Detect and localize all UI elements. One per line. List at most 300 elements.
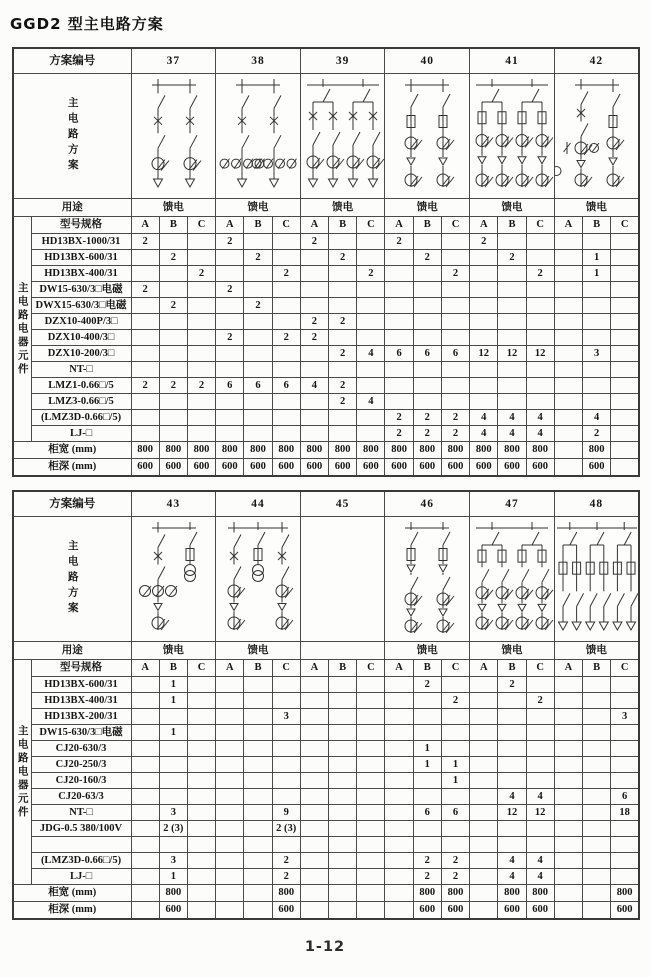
value-cell <box>526 378 554 394</box>
value-cell <box>329 234 357 250</box>
value-cell <box>441 821 469 837</box>
value-cell <box>187 362 215 378</box>
value-cell <box>470 282 498 298</box>
scheme-number-row <box>13 491 639 517</box>
usage-45 <box>300 642 385 660</box>
value-cell <box>216 757 244 773</box>
cabinet_width-cell <box>300 885 328 902</box>
phase-col-46C: C <box>441 660 469 677</box>
value-cell <box>329 410 357 426</box>
value-cell <box>357 821 385 837</box>
value-cell <box>329 773 357 789</box>
value-cell: 4 <box>526 869 554 885</box>
cabinet_width-cell <box>554 442 582 459</box>
component-label: NT-□ <box>31 362 131 378</box>
page-title: GGD2 型主电路方案 <box>10 15 164 33</box>
cabinet_depth-cell: 600 <box>526 902 554 920</box>
value-cell <box>131 709 159 725</box>
value-cell <box>611 853 639 869</box>
cabinet_depth-cell <box>385 902 413 920</box>
component-label: LMZ1-0.66□/5 <box>31 378 131 394</box>
value-cell <box>385 789 413 805</box>
value-cell <box>187 426 215 442</box>
phase-col-45B: B <box>329 660 357 677</box>
value-cell <box>329 266 357 282</box>
value-cell <box>216 789 244 805</box>
cabinet_depth-cell <box>470 902 498 920</box>
value-cell <box>244 757 272 773</box>
value-cell <box>526 298 554 314</box>
value-cell <box>131 837 159 853</box>
usage-40: 馈电 <box>385 199 470 217</box>
value-cell <box>385 378 413 394</box>
value-cell <box>131 757 159 773</box>
cabinet_width-cell: 800 <box>329 442 357 459</box>
value-cell <box>498 709 526 725</box>
value-cell <box>357 426 385 442</box>
value-cell <box>470 773 498 789</box>
value-cell <box>583 789 611 805</box>
value-cell <box>159 330 187 346</box>
value-cell <box>441 741 469 757</box>
value-cell: 2 <box>187 378 215 394</box>
value-cell <box>385 314 413 330</box>
component-row <box>13 410 639 426</box>
value-cell <box>385 298 413 314</box>
cabinet_width-cell <box>470 885 498 902</box>
value-cell <box>554 837 582 853</box>
value-cell <box>441 330 469 346</box>
value-cell <box>554 725 582 741</box>
cabinet_width-cell: 800 <box>413 885 441 902</box>
value-cell <box>470 789 498 805</box>
component-label: HD13BX-400/31 <box>31 693 131 709</box>
components-group-label: 主电路电器元件 <box>13 217 31 442</box>
value-cell: 4 <box>498 789 526 805</box>
value-cell: 2 <box>272 266 300 282</box>
cabinet_width-cell: 800 <box>300 442 328 459</box>
value-cell: 2 <box>498 250 526 266</box>
cabinet_depth-row <box>13 459 639 477</box>
value-cell <box>216 426 244 442</box>
value-cell <box>300 282 328 298</box>
phase-col-46B: B <box>413 660 441 677</box>
value-cell <box>385 837 413 853</box>
value-cell: 1 <box>159 693 187 709</box>
phase-header-row <box>13 217 639 234</box>
value-cell <box>187 789 215 805</box>
component-label: (LMZ3D-0.66□/5) <box>31 853 131 869</box>
phase-col-38A: A <box>216 217 244 234</box>
value-cell <box>300 362 328 378</box>
value-cell <box>131 869 159 885</box>
phase-col-44A: A <box>216 660 244 677</box>
phase-col-37A: A <box>131 217 159 234</box>
value-cell <box>131 853 159 869</box>
value-cell <box>583 378 611 394</box>
value-cell: 4 <box>498 869 526 885</box>
value-cell <box>498 234 526 250</box>
cabinet_width-cell: 800 <box>441 885 469 902</box>
value-cell: 3 <box>272 709 300 725</box>
value-cell <box>554 362 582 378</box>
cabinet_depth-cell: 600 <box>300 459 328 477</box>
value-cell <box>470 330 498 346</box>
value-cell <box>244 346 272 362</box>
value-cell <box>244 426 272 442</box>
value-cell <box>131 773 159 789</box>
component-row <box>13 426 639 442</box>
value-cell <box>244 789 272 805</box>
component-row <box>13 266 639 282</box>
component-row <box>13 362 639 378</box>
value-cell <box>413 234 441 250</box>
component-row <box>13 378 639 394</box>
value-cell: 6 <box>272 378 300 394</box>
value-cell: 2 <box>244 298 272 314</box>
component-label: LJ-□ <box>31 869 131 885</box>
value-cell <box>329 757 357 773</box>
phase-col-42B: B <box>583 217 611 234</box>
model-spec-label: 型号规格 <box>31 660 131 677</box>
value-cell: 2 <box>413 853 441 869</box>
value-cell: 6 <box>385 346 413 362</box>
value-cell <box>329 298 357 314</box>
value-cell <box>216 314 244 330</box>
value-cell <box>554 757 582 773</box>
value-cell <box>385 330 413 346</box>
value-cell <box>583 394 611 410</box>
value-cell <box>470 298 498 314</box>
value-cell: 6 <box>413 805 441 821</box>
value-cell: 3 <box>159 853 187 869</box>
cabinet_width-cell <box>244 885 272 902</box>
value-cell: 1 <box>441 757 469 773</box>
value-cell <box>583 821 611 837</box>
component-label: HD13BX-400/31 <box>31 266 131 282</box>
cabinet_depth-cell <box>583 902 611 920</box>
value-cell <box>498 725 526 741</box>
component-label: HD13BX-200/31 <box>31 709 131 725</box>
value-cell <box>187 677 215 693</box>
cabinet_width-cell: 800 <box>385 442 413 459</box>
value-cell <box>441 314 469 330</box>
component-row <box>13 234 639 250</box>
scheme-number-46: 46 <box>385 491 470 517</box>
component-row <box>13 250 639 266</box>
value-cell: 6 <box>244 378 272 394</box>
value-cell <box>583 837 611 853</box>
value-cell <box>300 346 328 362</box>
value-cell <box>554 410 582 426</box>
value-cell <box>159 410 187 426</box>
value-cell <box>526 709 554 725</box>
value-cell <box>441 282 469 298</box>
cabinet_depth-cell: 600 <box>470 459 498 477</box>
cabinet_width-row <box>13 442 639 459</box>
value-cell <box>385 821 413 837</box>
component-label: LMZ3-0.66□/5 <box>31 394 131 410</box>
value-cell: 2 <box>329 346 357 362</box>
value-cell: 1 <box>413 741 441 757</box>
value-cell <box>187 330 215 346</box>
value-cell <box>329 741 357 757</box>
value-cell <box>272 677 300 693</box>
cabinet_width-label: 柜宽 (mm) <box>13 885 131 902</box>
component-row <box>13 805 639 821</box>
phase-col-48A: A <box>554 660 582 677</box>
value-cell <box>357 757 385 773</box>
value-cell <box>329 837 357 853</box>
component-row <box>13 298 639 314</box>
cabinet_depth-cell: 600 <box>131 459 159 477</box>
cabinet_depth-cell: 600 <box>441 902 469 920</box>
value-cell <box>526 362 554 378</box>
value-cell <box>131 266 159 282</box>
phase-col-38B: B <box>244 217 272 234</box>
cabinet_depth-label: 柜深 (mm) <box>13 459 131 477</box>
scheme-number-42: 42 <box>554 48 639 74</box>
value-cell <box>611 250 639 266</box>
value-cell: 2 <box>470 234 498 250</box>
value-cell <box>300 693 328 709</box>
value-cell <box>244 410 272 426</box>
value-cell: 2 <box>583 426 611 442</box>
value-cell <box>498 314 526 330</box>
cabinet_width-cell: 800 <box>216 442 244 459</box>
value-cell <box>159 394 187 410</box>
value-cell: 6 <box>413 346 441 362</box>
phase-col-48C: C <box>611 660 639 677</box>
value-cell <box>554 282 582 298</box>
value-cell: 4 <box>526 426 554 442</box>
value-cell <box>554 677 582 693</box>
value-cell <box>413 789 441 805</box>
value-cell <box>159 709 187 725</box>
value-cell <box>131 426 159 442</box>
value-cell <box>385 266 413 282</box>
value-cell <box>554 869 582 885</box>
value-cell: 12 <box>470 346 498 362</box>
cabinet_depth-cell: 600 <box>413 902 441 920</box>
value-cell <box>413 693 441 709</box>
value-cell <box>216 821 244 837</box>
cabinet_depth-cell: 600 <box>357 459 385 477</box>
diagram-row <box>13 74 639 199</box>
scheme-number-39: 39 <box>300 48 385 74</box>
value-cell <box>357 330 385 346</box>
cabinet_width-cell: 800 <box>441 442 469 459</box>
component-row <box>13 757 639 773</box>
value-cell <box>413 362 441 378</box>
value-cell <box>441 378 469 394</box>
scheme-number-45: 45 <box>300 491 385 517</box>
value-cell: 2 <box>526 693 554 709</box>
value-cell <box>159 757 187 773</box>
value-cell <box>413 378 441 394</box>
value-cell: 2 <box>329 378 357 394</box>
component-label: DW15-630/3□电磁 <box>31 725 131 741</box>
value-cell: 12 <box>498 346 526 362</box>
value-cell <box>498 266 526 282</box>
scheme-47-diagram <box>470 517 555 642</box>
component-label: DW15-630/3□电磁 <box>31 282 131 298</box>
scheme-44-diagram <box>216 517 301 642</box>
value-cell <box>187 869 215 885</box>
component-label: HD13BX-600/31 <box>31 250 131 266</box>
value-cell <box>583 709 611 725</box>
value-cell <box>611 330 639 346</box>
phase-col-37C: C <box>187 217 215 234</box>
usage-38: 馈电 <box>216 199 301 217</box>
value-cell <box>187 394 215 410</box>
value-cell: 2 <box>441 410 469 426</box>
value-cell <box>357 362 385 378</box>
value-cell <box>583 362 611 378</box>
scheme-48-diagram <box>554 517 639 642</box>
value-cell <box>385 805 413 821</box>
value-cell <box>131 821 159 837</box>
cabinet_depth-cell <box>554 459 582 477</box>
component-row <box>13 394 639 410</box>
value-cell <box>470 378 498 394</box>
value-cell <box>413 266 441 282</box>
cabinet_depth-cell: 600 <box>329 459 357 477</box>
value-cell: 2 <box>131 282 159 298</box>
value-cell <box>216 853 244 869</box>
value-cell <box>159 837 187 853</box>
value-cell <box>470 837 498 853</box>
component-label: (LMZ3D-0.66□/5) <box>31 410 131 426</box>
cabinet_width-cell <box>554 885 582 902</box>
value-cell <box>187 837 215 853</box>
scheme-table-43-48 <box>12 490 640 920</box>
value-cell <box>611 394 639 410</box>
value-cell <box>272 773 300 789</box>
value-cell <box>187 805 215 821</box>
value-cell <box>300 741 328 757</box>
value-cell <box>470 853 498 869</box>
value-cell <box>583 725 611 741</box>
value-cell <box>413 773 441 789</box>
value-cell <box>385 693 413 709</box>
usage-37: 馈电 <box>131 199 216 217</box>
value-cell <box>244 709 272 725</box>
cabinet_depth-cell <box>187 902 215 920</box>
value-cell <box>385 282 413 298</box>
value-cell <box>216 837 244 853</box>
value-cell: 4 <box>583 410 611 426</box>
cabinet_width-cell <box>131 885 159 902</box>
cabinet_width-cell: 800 <box>159 442 187 459</box>
cabinet_depth-cell: 600 <box>272 459 300 477</box>
scheme-38-diagram <box>216 74 301 199</box>
value-cell: 2 <box>272 853 300 869</box>
value-cell <box>583 330 611 346</box>
component-row <box>13 346 639 362</box>
value-cell <box>526 725 554 741</box>
cabinet_depth-row <box>13 902 639 920</box>
value-cell <box>131 677 159 693</box>
value-cell <box>300 853 328 869</box>
value-cell <box>498 821 526 837</box>
value-cell: 4 <box>498 853 526 869</box>
phase-col-42C: C <box>611 217 639 234</box>
value-cell <box>357 250 385 266</box>
value-cell <box>216 693 244 709</box>
value-cell <box>272 789 300 805</box>
value-cell <box>300 725 328 741</box>
value-cell <box>329 362 357 378</box>
phase-col-47A: A <box>470 660 498 677</box>
value-cell <box>357 741 385 757</box>
value-cell <box>159 266 187 282</box>
component-row <box>13 725 639 741</box>
value-cell: 2 <box>441 426 469 442</box>
value-cell <box>583 677 611 693</box>
value-cell <box>554 314 582 330</box>
value-cell: 12 <box>498 805 526 821</box>
value-cell <box>329 725 357 741</box>
cabinet_depth-cell: 600 <box>187 459 215 477</box>
scheme-number-48: 48 <box>554 491 639 517</box>
value-cell: 2 <box>329 314 357 330</box>
value-cell: 4 <box>357 394 385 410</box>
value-cell <box>611 266 639 282</box>
value-cell: 4 <box>470 426 498 442</box>
value-cell <box>300 410 328 426</box>
value-cell <box>187 757 215 773</box>
value-cell: 4 <box>526 853 554 869</box>
value-cell <box>272 234 300 250</box>
value-cell <box>498 394 526 410</box>
value-cell <box>526 741 554 757</box>
value-cell <box>611 298 639 314</box>
phase-col-46A: A <box>385 660 413 677</box>
phase-col-41A: A <box>470 217 498 234</box>
value-cell <box>611 693 639 709</box>
value-cell <box>357 410 385 426</box>
component-label: DZX10-400P/3□ <box>31 314 131 330</box>
value-cell <box>357 298 385 314</box>
cabinet_depth-cell: 600 <box>611 902 639 920</box>
cabinet_depth-cell <box>131 902 159 920</box>
value-cell <box>159 314 187 330</box>
value-cell <box>385 757 413 773</box>
value-cell: 2 <box>498 677 526 693</box>
phase-col-39A: A <box>300 217 328 234</box>
value-cell: 3 <box>583 346 611 362</box>
component-row <box>13 330 639 346</box>
cabinet_width-cell: 800 <box>244 442 272 459</box>
component-row <box>13 821 639 837</box>
value-cell: 2 <box>216 234 244 250</box>
value-cell <box>244 773 272 789</box>
value-cell <box>300 837 328 853</box>
value-cell: 2 <box>216 282 244 298</box>
value-cell <box>413 298 441 314</box>
component-label: DZX10-400/3□ <box>31 330 131 346</box>
value-cell: 2 <box>329 250 357 266</box>
value-cell <box>300 266 328 282</box>
value-cell <box>611 314 639 330</box>
value-cell <box>554 805 582 821</box>
phase-col-41B: B <box>498 217 526 234</box>
value-cell <box>329 693 357 709</box>
cabinet_width-cell: 800 <box>187 442 215 459</box>
value-cell: 2 <box>300 314 328 330</box>
value-cell <box>187 741 215 757</box>
